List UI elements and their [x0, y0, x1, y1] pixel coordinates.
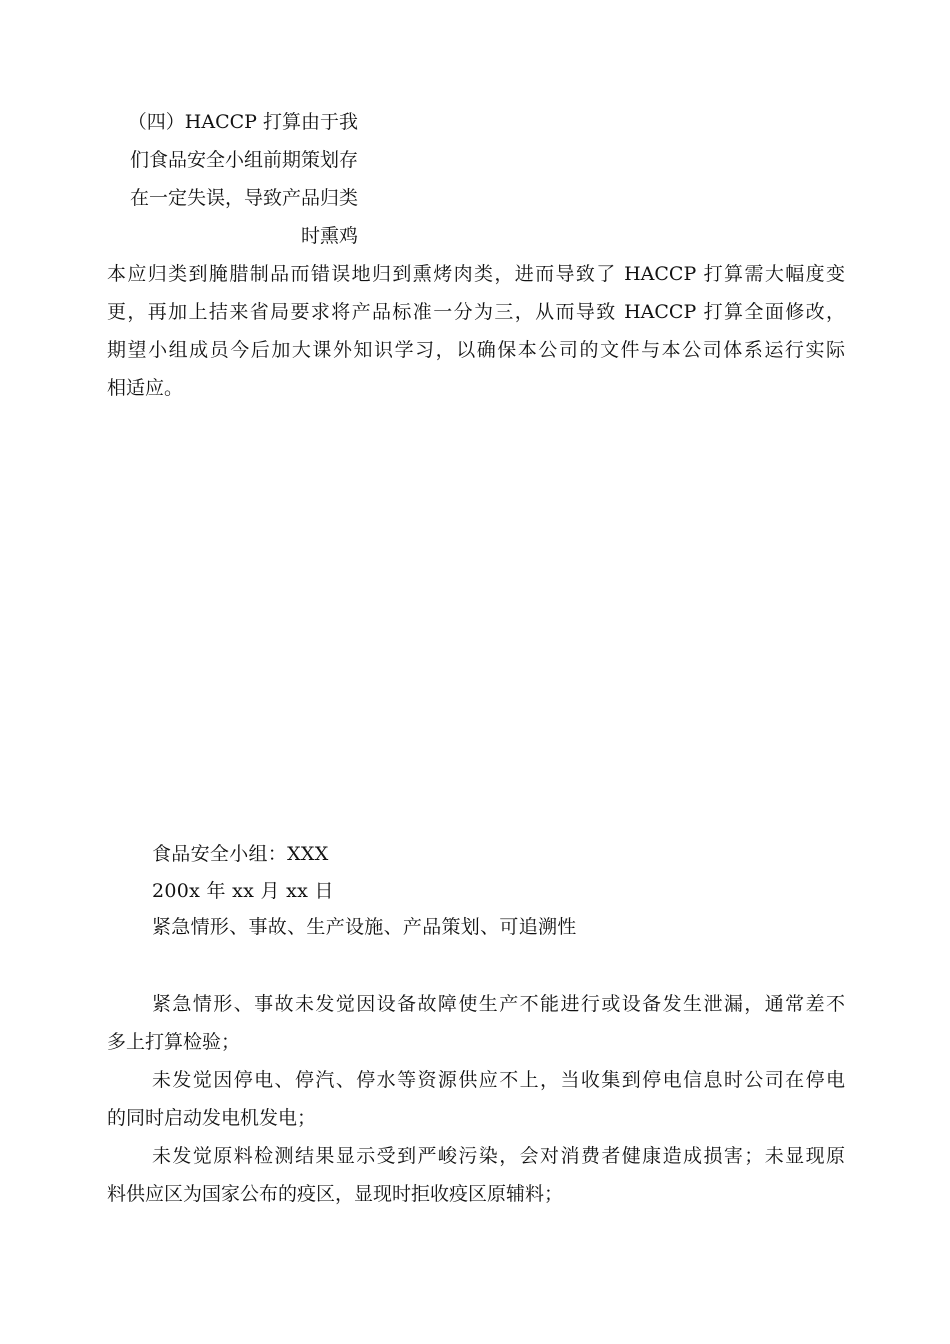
section-four-line-3: 在一定失误，导致产品归类 [129, 187, 358, 209]
emergency-p2-line-1: 未发觉因停电、停汽、停水等资源供应不上，当收集到停电信息时公司在停电 [152, 1069, 845, 1091]
section-four-line-1: （四）HACCP 打算由于我 [127, 111, 358, 133]
section-four-body-line-2: 更，再加上拮来省局要求将产品标准一分为三，从而导致 HACCP 打算全面修改， [107, 301, 845, 323]
emergency-p3-line-1: 未发觉原料检测结果显示受到严峻污染，会对消费者健康造成损害；未显现原 [152, 1145, 845, 1167]
section-four-body-line-3: 期望小组成员今后加大课外知识学习，以确保本公司的文件与本公司体系运行实际 [107, 339, 845, 361]
section-four-body-line-1: 本应归类到腌腊制品而错误地归到熏烤肉类，进而导致了 HACCP 打算需大幅度变 [107, 263, 845, 285]
section-four-line-4: 时熏鸡 [300, 225, 358, 247]
emergency-paragraph-3 [107, 1137, 845, 1213]
emergency-p1-line-1: 紧急情形、事故未发觉因设备故障使生产不能进行或设备发生泄漏，通常差不 [152, 993, 845, 1015]
keywords-line: 紧急情形、事故、生产设施、产品策划、可追溯性 [152, 916, 577, 938]
emergency-p1-line-2: 多上打算检验； [107, 1031, 241, 1053]
section-four-heading-block [100, 103, 358, 255]
signature-date: 200x 年 xx 月 xx 日 [152, 880, 334, 902]
section-four-line-2: 们食品安全小组前期策划存 [129, 149, 358, 171]
emergency-paragraph-2 [107, 1061, 845, 1137]
emergency-paragraph-1 [107, 985, 845, 1061]
emergency-p2-line-2: 的同时启动发电机发电； [107, 1107, 317, 1129]
section-four-body [107, 255, 845, 407]
section-four-body-line-4: 相适应。 [107, 377, 184, 399]
emergency-p3-line-2: 料供应区为国家公布的疫区，显现时拒收疫区原辅料； [107, 1183, 564, 1205]
signature-group: 食品安全小组：XXX [152, 843, 329, 865]
